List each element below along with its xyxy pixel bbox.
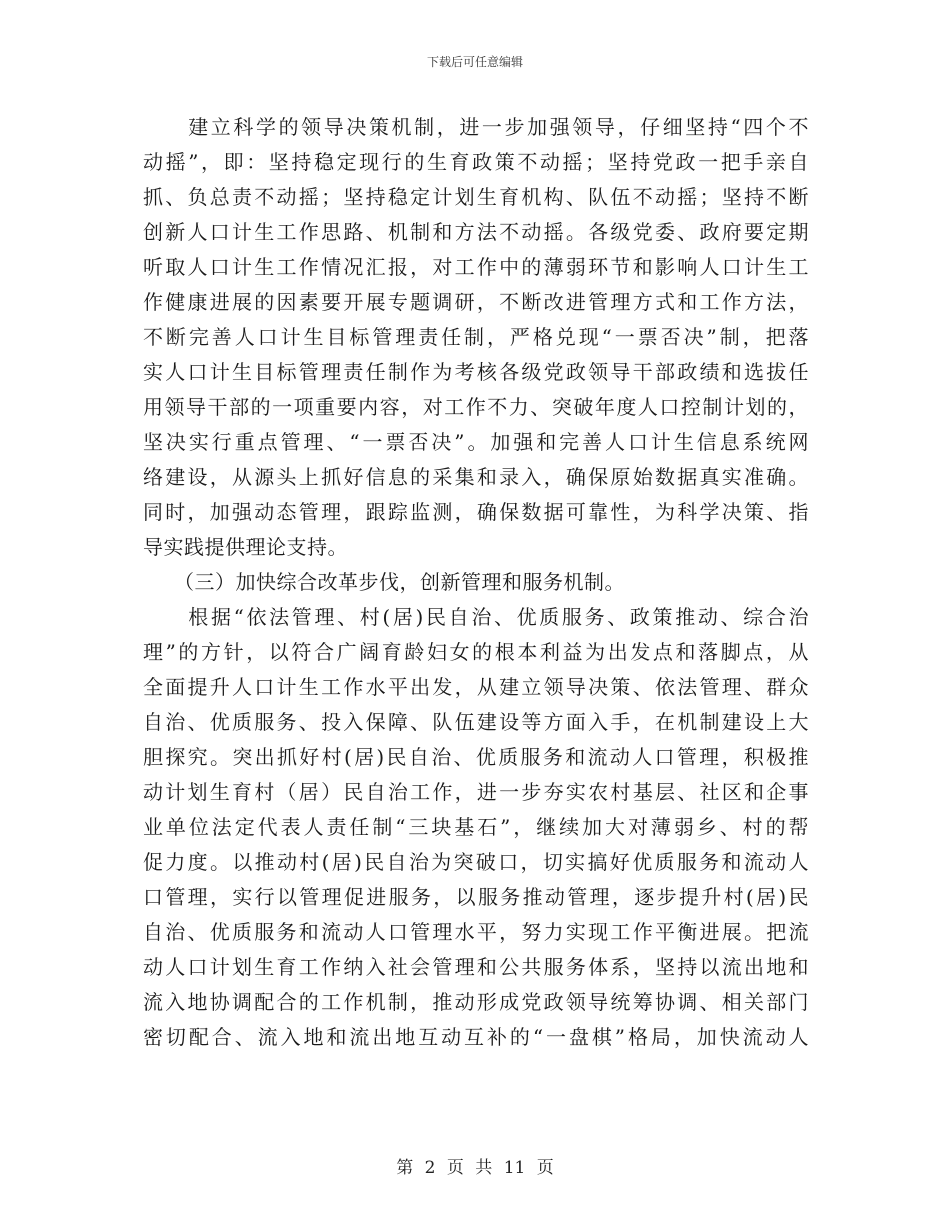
text-line: 动计划生育村（居）民自治工作，进一步夯实农村基层、社区和企事: [143, 780, 809, 804]
text-line: 实人口计生目标管理责任制作为考核各级党政领导干部政绩和选拔任: [143, 360, 809, 384]
text-line: 业单位法定代表人责任制“三块基石”，继续加大对薄弱乡、村的帮: [143, 815, 809, 839]
text-line: 同时，加强动态管理，跟踪监测，确保数据可靠性，为科学决策、指: [143, 500, 809, 524]
text-line: 络建设，从源头上抓好信息的采集和录入，确保原始数据真实准确。: [143, 465, 809, 489]
text-line: 口管理，实行以管理促进服务，以服务推动管理，逐步提升村(居)民: [143, 885, 809, 909]
text-line: 不断完善人口计生目标管理责任制，严格兑现“一票否决”制，把落: [143, 325, 809, 349]
text-line: 胆探究。突出抓好村(居)民自治、优质服务和流动人口管理，积极推: [143, 745, 809, 769]
text-line: 导实践提供理论支持。: [143, 535, 348, 559]
document-body: [143, 110, 809, 1055]
text-line: 根据“依法管理、村(居)民自治、优质服务、政策推动、综合治: [143, 605, 809, 629]
text-line: 坚决实行重点管理、“一票否决”。加强和完善人口计生信息系统网: [143, 430, 809, 454]
text-line: 用领导干部的一项重要内容，对工作不力、突破年度人口控制计划的，: [143, 395, 809, 419]
text-line: 作健康进展的因素要开展专题调研，不断改进管理方式和工作方法，: [143, 290, 809, 314]
text-line: 促力度。以推动村(居)民自治为突破口，切实搞好优质服务和流动人: [143, 850, 809, 874]
section-heading: （三）加快综合改革步伐，创新管理和服务机制。: [143, 570, 625, 594]
page-number-footer: 第 2 页 共 11 页: [396, 1158, 554, 1178]
text-line: 自治、优质服务、投入保障、队伍建设等方面入手，在机制建设上大: [143, 710, 809, 734]
text-line: 建立科学的领导决策机制，进一步加强领导，仔细坚持“四个不: [143, 115, 809, 139]
text-line: 流入地协调配合的工作机制，推动形成党政领导统筹协调、相关部门: [143, 990, 809, 1014]
text-line: 全面提升人口计生工作水平出发，从建立领导决策、依法管理、群众: [143, 675, 809, 699]
text-line: 听取人口计生工作情况汇报，对工作中的薄弱环节和影响人口计生工: [143, 255, 809, 279]
text-line: 密切配合、流入地和流出地互动互补的“一盘棋”格局，加快流动人: [143, 1025, 809, 1049]
text-line: 抓、负总责不动摇；坚持稳定计划生育机构、队伍不动摇；坚持不断: [143, 185, 809, 209]
text-line: 动摇”，即：坚持稳定现行的生育政策不动摇；坚持党政一把手亲自: [143, 150, 809, 174]
page-header-note: 下载后可任意编辑: [426, 55, 523, 69]
text-line: 理”的方针，以符合广阔育龄妇女的根本利益为出发点和落脚点，从: [143, 640, 809, 664]
text-line: 自治、优质服务和流动人口管理水平，努力实现工作平衡进展。把流: [143, 920, 809, 944]
text-line: 动人口计划生育工作纳入社会管理和公共服务体系，坚持以流出地和: [143, 955, 809, 979]
text-line: 创新人口计生工作思路、机制和方法不动摇。各级党委、政府要定期: [143, 220, 809, 244]
